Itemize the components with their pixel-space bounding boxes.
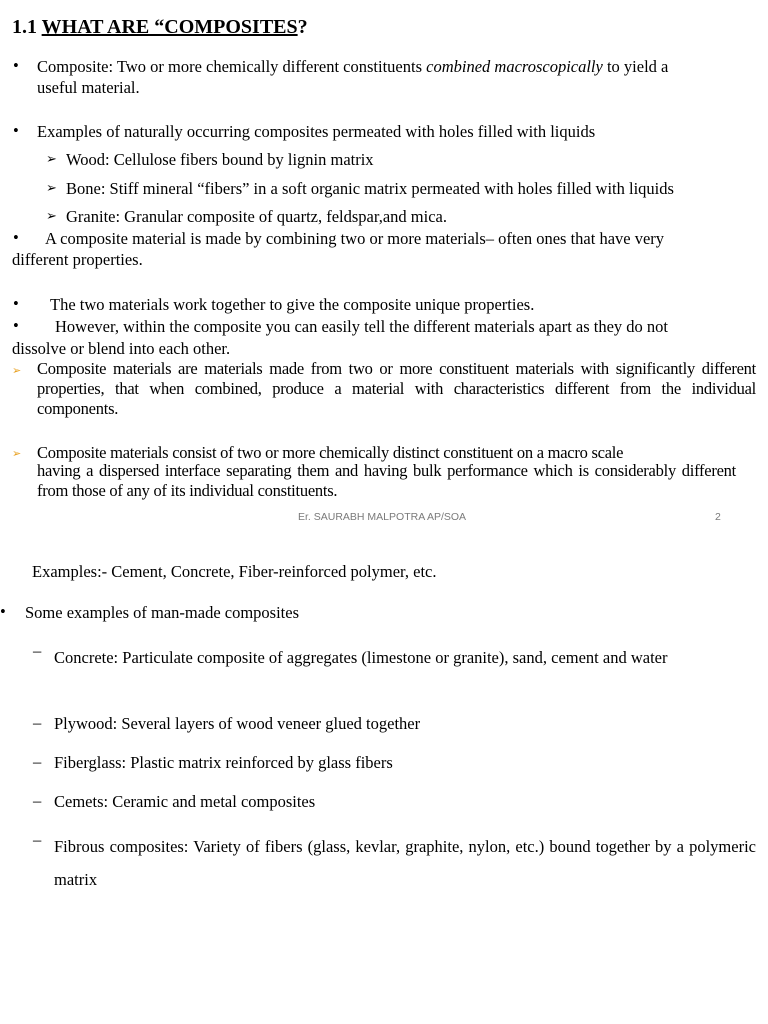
together-text: The two materials work together to give the composite unique properties. — [50, 295, 535, 314]
page-number: 2 — [715, 511, 721, 523]
bullet-dot: • — [13, 294, 19, 313]
arrow-icon: ➢ — [46, 152, 57, 167]
dash-bullet: – — [33, 791, 42, 810]
arrow-icon: ➢ — [46, 181, 57, 196]
bullet-dot: • — [13, 121, 19, 140]
dash-bullet: – — [33, 752, 42, 771]
list-item: Fiberglass: Plastic matrix reinforced by glass fibers — [54, 753, 393, 772]
title-number: 1.1 — [12, 16, 37, 38]
arrow-icon: ➢ — [12, 364, 22, 377]
definition-2: Composite materials are materials made from two or more constituent materials with significantly different properties, that when combined, produce a material with characteristics different from the individual components. — [37, 359, 756, 418]
apart-line-1: However, within the composite you can easily tell the different materials apart as they do not — [55, 317, 669, 336]
dash-bullet: – — [33, 641, 42, 660]
manmade-intro: Some examples of man-made composites — [25, 603, 300, 622]
definition-text: Composite: Two or more chemically different constituents — [37, 57, 427, 76]
bullet-dot: • — [0, 602, 6, 621]
natural-item: Wood: Cellulose fibers bound by lignin matrix — [66, 150, 374, 169]
dash-bullet: – — [33, 713, 42, 732]
list-item: Concrete: Particulate composite of aggregates (limestone or granite), sand, cement and water — [54, 648, 668, 667]
combine-line-1: A composite material is made by combining two or more materials– often ones that have very — [45, 229, 665, 248]
page-title — [12, 16, 308, 39]
arrow-icon: ➢ — [12, 447, 22, 460]
definition-line-1 — [37, 56, 668, 77]
natural-intro: Examples of naturally occurring composites permeated with holes filled with liquids — [37, 122, 596, 141]
list-item: Cemets: Ceramic and metal composites — [54, 792, 316, 811]
dash-bullet: – — [33, 830, 42, 849]
title-main: WHAT ARE “COMPOSITES — [41, 16, 298, 38]
list-item: Plywood: Several layers of wood veneer glued together — [54, 714, 421, 733]
definition-3-line-1: Composite materials consist of two or more chemically distinct constituent on a macro scale — [37, 443, 624, 462]
natural-item: Bone: Stiff mineral “fibers” in a soft organic matrix permeated with holes filled with liquids — [66, 179, 674, 198]
definition-3-rest: having a dispersed interface separating them and having bulk performance which is considerably different from those of any of its individual constituents. — [37, 461, 736, 500]
apart-line-2: dissolve or blend into each other. — [12, 339, 231, 358]
footer-author: Er. SAURABH MALPOTRA AP/SOA — [298, 511, 467, 523]
list-item: Fibrous composites: Variety of fibers (glass, kevlar, graphite, nylon, etc.) bound together by a polymeric matrix — [54, 837, 756, 889]
definition-italic: combined macroscopically — [426, 57, 603, 76]
combine-line-2: different properties. — [12, 250, 143, 269]
title-end: ? — [297, 16, 308, 38]
definition-line-2: useful material. — [37, 78, 140, 97]
natural-item: Granite: Granular composite of quartz, feldspar,and mica. — [66, 207, 447, 226]
bullet-dot: • — [13, 56, 19, 75]
definition-text-end: to yield a — [602, 57, 669, 76]
bullet-dot: • — [13, 316, 19, 335]
arrow-icon: ➢ — [46, 209, 57, 224]
bullet-dot: • — [13, 228, 19, 247]
examples-line: Examples:- Cement, Concrete, Fiber-reinforced polymer, etc. — [32, 562, 437, 581]
